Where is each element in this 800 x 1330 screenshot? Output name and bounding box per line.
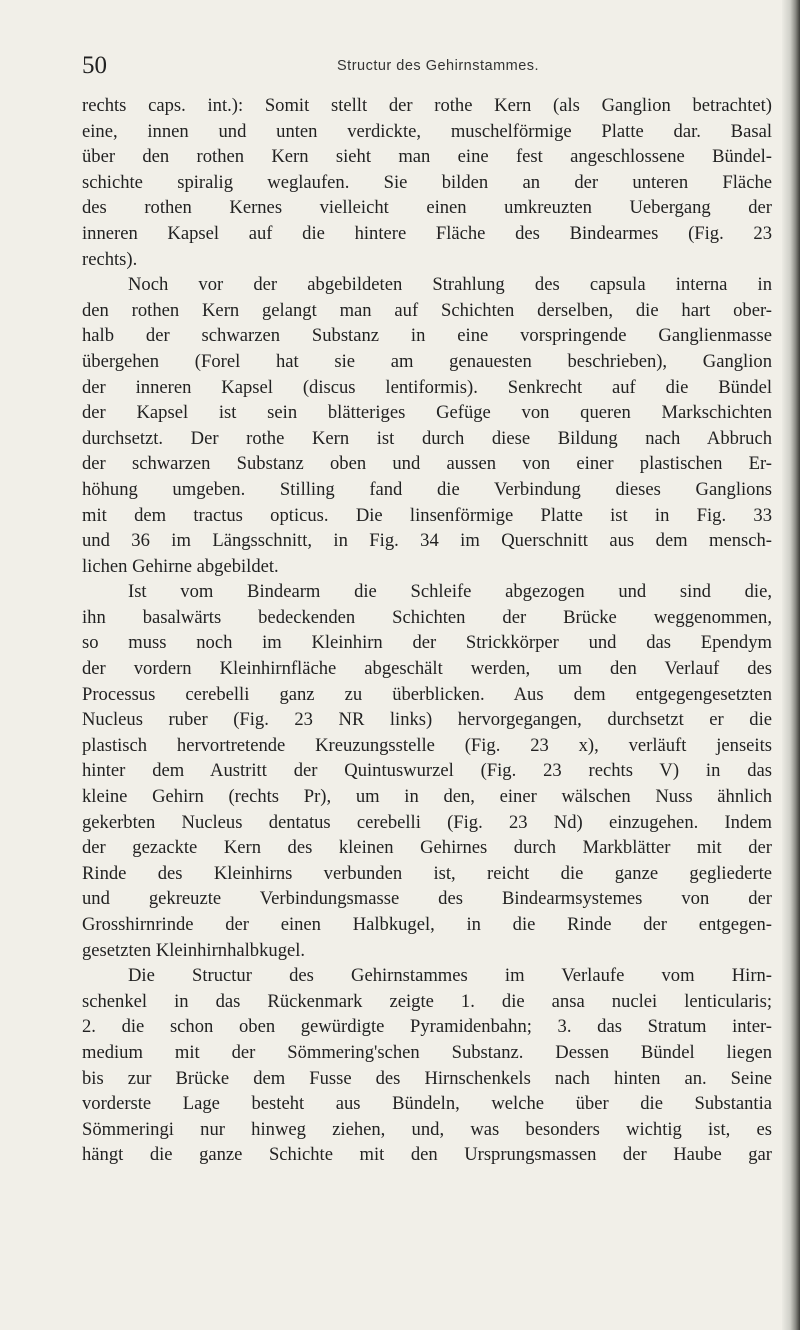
text-line: 2. die schon oben gewürdigte Pyramidenbahn; 3. das Stratum inter- xyxy=(82,1016,772,1038)
text-line: übergehen (Forel hat sie am genauesten beschrieben), Ganglion xyxy=(82,350,772,372)
text-line: Processus cerebelli ganz zu überblicken. Aus dem entgegengesetzten xyxy=(82,683,772,705)
text-line: vorderste Lage besteht aus Bündeln, welche über die Substantia xyxy=(82,1093,772,1115)
running-title: Structur des Gehirnstammes. xyxy=(337,58,540,74)
text-line: hinter dem Austritt der Quintuswurzel (Fig. 23 rechts V) in das xyxy=(82,760,772,782)
page-number: 50 xyxy=(82,52,107,79)
text-line: der schwarzen Substanz oben und aussen von einer plastischen Er- xyxy=(82,453,772,475)
text-line: und gekreuzte Verbindungsmasse des Bindearmsystemes von der xyxy=(82,888,772,910)
text-line: der gezackte Kern des kleinen Gehirnes durch Markblätter mit der xyxy=(82,837,772,859)
text-line: Grosshirnrinde der einen Halbkugel, in die Rinde der entgegen- xyxy=(82,914,772,935)
text-line: höhung umgeben. Stilling fand die Verbindung dieses Ganglions xyxy=(82,478,772,500)
page-edge-shadow xyxy=(782,0,800,1330)
text-line: gekerbten Nucleus dentatus cerebelli (Fig. 23 Nd) einzugehen. Indem xyxy=(82,811,772,833)
text-line: des rothen Kernes vielleicht einen umkreuzten Uebergang der xyxy=(82,197,772,219)
text-line: medium mit der Sömmering'schen Substanz. Dessen Bündel liegen xyxy=(82,1041,772,1063)
text-line: halb der schwarzen Substanz in eine vorspringende Ganglienmasse xyxy=(82,325,772,347)
text-line: ihn basalwärts bedeckenden Schichten der Brücke weggenommen, xyxy=(82,606,772,628)
text-line: kleine Gehirn (rechts Pr), um in den, einer wälschen Nuss ähnlich xyxy=(82,786,772,808)
text-line: mit dem tractus opticus. Die linsenförmige Platte ist in Fig. 33 xyxy=(82,504,772,526)
paragraph-start: Noch vor der abgebildeten Strahlung des capsula interna in xyxy=(128,274,772,296)
text-line: gesetzten Kleinhirnhalbkugel. xyxy=(82,939,306,961)
text-line: Sömmeringi nur hinweg ziehen, und, was besonders wichtig ist, es xyxy=(82,1118,772,1140)
text-line: so muss noch im Kleinhirn der Strickkörper und das Ependym xyxy=(82,632,772,654)
paragraph-start: Ist vom Bindearm die Schleife abgezogen und sind die, xyxy=(128,581,772,603)
text-line: der Kapsel ist sein blätteriges Gefüge von queren Markschichten xyxy=(82,402,772,424)
text-line: und 36 im Längsschnitt, in Fig. 34 im Querschnitt aus dem mensch- xyxy=(82,530,772,552)
text-line: Rinde des Kleinhirns verbunden ist, reicht die ganze gegliederte xyxy=(82,862,772,884)
text-line: eine, innen und unten verdickte, muschelförmige Platte dar. Basal xyxy=(82,120,772,142)
text-line: Nucleus ruber (Fig. 23 NR links) hervorgegangen, durchsetzt er die xyxy=(82,709,772,731)
text-line: über den rothen Kern sieht man eine fest angeschlossene Bündel- xyxy=(82,146,772,168)
text-line: plastisch hervortretende Kreuzungsstelle (Fig. 23 x), verläuft jenseits xyxy=(82,734,772,756)
text-line: der vordern Kleinhirnfläche abgeschält werden, um den Verlauf des xyxy=(82,658,772,680)
text-line: rechts). xyxy=(82,248,138,270)
text-line: durchsetzt. Der rothe Kern ist durch diese Bildung nach Abbruch xyxy=(82,427,772,449)
text-line: bis zur Brücke dem Fusse des Hirnschenkels nach hinten an. Seine xyxy=(82,1067,772,1089)
paragraph-start: Die Structur des Gehirnstammes im Verlaufe vom Hirn- xyxy=(128,965,772,987)
text-line: den rothen Kern gelangt man auf Schichten derselben, die hart ober- xyxy=(82,299,772,321)
text-line: hängt die ganze Schichte mit den Ursprungsmassen der Haube gar xyxy=(82,1144,772,1166)
page-header xyxy=(82,52,782,82)
text-line: rechts caps. int.): Somit stellt der rothe Kern (als Ganglion betrachtet) xyxy=(82,95,772,116)
text-line: der inneren Kapsel (discus lentiformis). Senkrecht auf die Bündel xyxy=(82,376,772,398)
text-line: inneren Kapsel auf die hintere Fläche des Bindearmes (Fig. 23 xyxy=(82,222,772,244)
text-line: lichen Gehirne abgebildet. xyxy=(82,555,279,577)
text-line: schichte spiralig weglaufen. Sie bilden an der unteren Fläche xyxy=(82,171,772,193)
text-line: schenkel in das Rückenmark zeigte 1. die ansa nuclei lenticularis; xyxy=(82,990,772,1012)
body-text xyxy=(82,93,772,1168)
